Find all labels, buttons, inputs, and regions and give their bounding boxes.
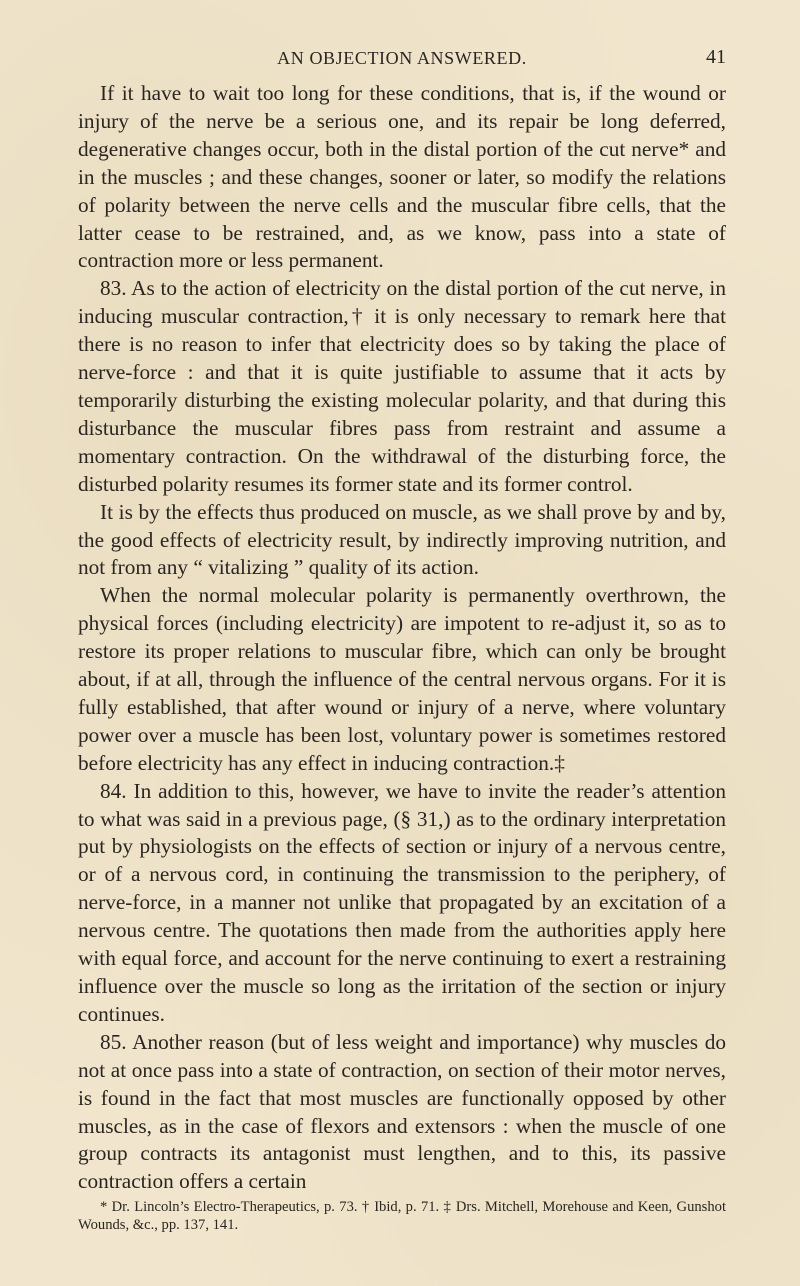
paragraph: 85. Another reason (but of less weight and importance) why muscles do not at once pass into a state of contraction, on section of their motor nerves, is found in the fact that most muscles are functionally opposed by other muscles, as in the case of flexors and extensors : when the muscle of one group contracts its antagonist must lengthen, and to this, its passive contraction offers a certain [78,1029,726,1194]
footnote: * Dr. Lincoln’s Electro-Therapeutics, p. 73. † Ibid, p. 71. ‡ Drs. Mitchell, Morehouse and Keen, Gunshot Wounds, &c., pp. 137, 141. [78,1199,726,1234]
running-head [78,42,726,72]
footnotes [78,1198,726,1234]
paragraph: 83. As to the action of electricity on the distal portion of the cut nerve, in inducing muscular contraction,† it is only necessary to remark here that there is no reason to infer that electricity does so by taking the place of nerve-force : and that it is quite justifiable to assume that it acts by temporarily disturbing the existing molecular polarity, and that during this disturbance the muscular fibres pass from restraint and assume a momentary contraction. On the withdrawal of the disturbing force, the disturbed polarity resumes its former state and its former control. [78,276,726,496]
page-number: 41 [706,46,726,68]
running-title: AN OBJECTION ANSWERED. [277,48,527,68]
paragraph: It is by the effects thus produced on muscle, as we shall prove by and by, the good effects of electricity result, by indirectly improving nutrition, and not from any “ vitalizing ” quality of its action. [78,499,726,580]
paragraph: If it have to wait too long for these conditions, that is, if the wound or injury of the nerve be a serious one, and its repair be long deferred, degenerative changes occur, both in the distal portion of the cut nerve* and in the muscles ; and these changes, sooner or later, so modify the relations of polarity between the nerve cells and the muscular fibre cells, that the latter cease to be restrained, and, as we know, pass into a state of contraction more or less permanent. [78,81,726,273]
paragraph: 84. In addition to this, however, we have to invite the reader’s attention to what was said in a previous page, (§ 31,) as to the ordinary interpretation put by physiologists on the effects of section or injury of a nervous centre, or of a nervous cord, in continuing the transmission to the periphery, of nerve-force, in a manner not unlike that propagated by an excitation of a nervous centre. The quotations then made from the authorities apply here with equal force, and account for the nerve continuing to exert a restraining influence over the muscle so long as the irritation of the section or injury continues. [78,778,726,1026]
paragraph: When the normal molecular polarity is permanently overthrown, the physical forces (including electricity) are impotent to re-adjust it, so as to restore its proper relations to muscular fibre, which can only be brought about, if at all, through the influence of the central nervous organs. For it is fully established, that after wound or injury of a nerve, where voluntary power over a muscle has been lost, voluntary power is sometimes restored before electricity has any effect in inducing contraction.‡ [78,583,726,775]
book-page [78,42,726,1234]
body-text [78,80,726,1196]
